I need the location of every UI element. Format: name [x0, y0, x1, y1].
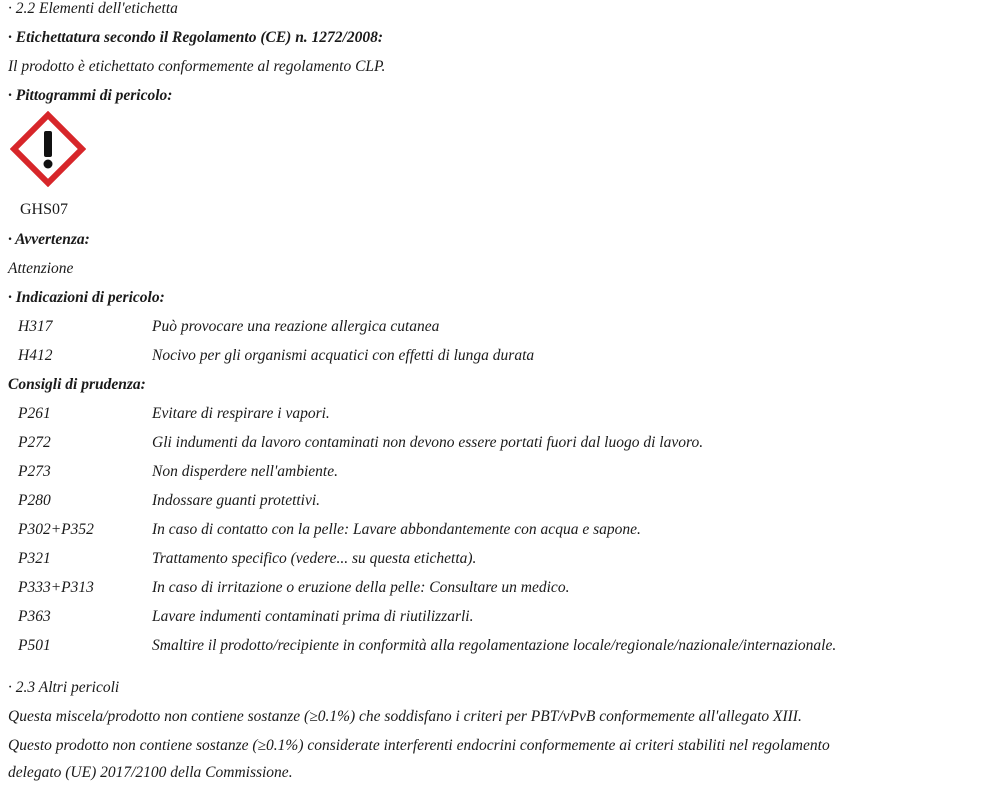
statement-text: Nocivo per gli organismi acquatici con effetti di lunga durata	[152, 347, 535, 364]
statement-text: Non disperdere nell'ambiente.	[152, 463, 338, 480]
hazard-heading: · Indicazioni di pericolo:	[8, 289, 165, 306]
statement-text: Trattamento specifico (vedere... su questa etichetta).	[152, 550, 477, 567]
statement-text: Può provocare una reazione allergica cutanea	[152, 318, 440, 335]
precaution-statement-row	[18, 637, 836, 655]
statement-code: P261	[18, 405, 51, 422]
other-hazards-line: Questa miscela/prodotto non contiene sostanze (≥0.1%) che soddisfano i criteri per PBT/vPvB conformemente all'allegato XIII.	[8, 708, 802, 725]
labelling-text: Il prodotto è etichettato conformemente al regolamento CLP.	[8, 58, 386, 75]
statement-code: P272	[18, 434, 51, 451]
statement-code: P280	[18, 492, 51, 509]
precaution-statement-row	[18, 492, 320, 510]
precaution-statement-row	[18, 608, 474, 626]
section-2-2-title: · 2.2 Elementi dell'etichetta	[8, 0, 178, 17]
statement-code: P333+P313	[18, 579, 94, 596]
precaution-statement-row	[18, 521, 641, 539]
statement-text: In caso di contatto con la pelle: Lavare abbondantemente con acqua e sapone.	[152, 521, 641, 538]
precaution-statement-row	[18, 434, 703, 452]
statement-code: H317	[18, 318, 53, 335]
statement-code: P363	[18, 608, 51, 625]
precaution-statement-row	[18, 463, 338, 481]
statement-text: Gli indumenti da lavoro contaminati non devono essere portati fuori dal luogo di lavoro.	[152, 434, 704, 451]
statement-text: Smaltire il prodotto/recipiente in conformità alla regolamentazione locale/regionale/nazionale/internazionale.	[152, 637, 837, 654]
statement-code: P501	[18, 637, 51, 654]
section-2-3-title: · 2.3 Altri pericoli	[8, 679, 120, 696]
other-hazards-line: Questo prodotto non contiene sostanze (≥0.1%) considerate interferenti endocrini conformemente ai criteri stabiliti nel regolamento	[8, 737, 830, 754]
statement-code: P273	[18, 463, 51, 480]
other-hazards-line: delegato (UE) 2017/2100 della Commissione.	[8, 764, 293, 781]
precaution-statement-row	[18, 405, 330, 423]
signal-heading: · Avvertenza:	[8, 231, 90, 248]
statement-code: P302+P352	[18, 521, 94, 538]
hazard-statement-row	[18, 347, 534, 365]
statement-text: Indossare guanti protettivi.	[152, 492, 321, 509]
statement-code: P321	[18, 550, 51, 567]
statement-text: Evitare di respirare i vapori.	[152, 405, 330, 422]
statement-code: H412	[18, 347, 53, 364]
pictograms-heading: · Pittogrammi di pericolo:	[8, 87, 173, 104]
precaution-statement-row	[18, 579, 569, 597]
statement-text: Lavare indumenti contaminati prima di riutilizzarli.	[152, 608, 474, 625]
pictogram-code: GHS07	[20, 201, 69, 218]
precaution-heading: Consigli di prudenza:	[8, 376, 146, 393]
ghs07-exclamation-icon	[10, 111, 86, 187]
hazard-statement-row	[18, 318, 439, 336]
precaution-statement-row	[18, 550, 476, 568]
signal-word: Attenzione	[8, 260, 74, 277]
statement-text: In caso di irritazione o eruzione della pelle: Consultare un medico.	[152, 579, 570, 596]
labelling-heading: · Etichettatura secondo il Regolamento (CE) n. 1272/2008:	[8, 29, 384, 46]
